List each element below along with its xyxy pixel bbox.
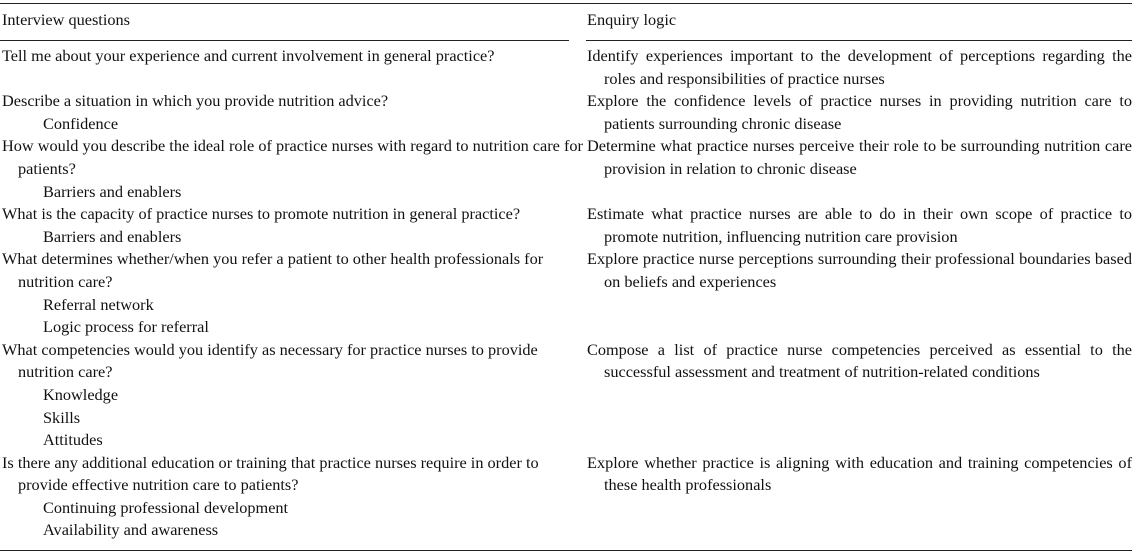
question-subitem: Logic process for referral (43, 317, 209, 337)
logic-cell (585, 90, 1132, 135)
question-cell (0, 248, 585, 338)
question-text: What determines whether/when you refer a patient to other health professionals for nutrition care? (2, 249, 544, 291)
question-subitem: Skills (43, 407, 81, 427)
question-cell (0, 339, 585, 452)
question-subitem: Knowledge (43, 384, 119, 404)
logic-cell (585, 339, 1132, 452)
question-subitem: Attitudes (43, 430, 103, 450)
header-interview-questions: Interview questions (2, 10, 130, 29)
header-rule-left (0, 40, 569, 41)
question-text: Tell me about your experience and current involvement in general practice? (2, 46, 495, 65)
question-text: What is the capacity of practice nurses to promote nutrition in general practice? (2, 204, 521, 224)
logic-text: Estimate what practice nurses are able to do in their own scope of practice to promote nutrition, influencing nutrition care provision (587, 204, 1132, 246)
question-cell (0, 203, 585, 248)
logic-text: Compose a list of practice nurse competencies perceived as essential to the successful assessment and treatment of nutrition-related conditions (587, 339, 1132, 382)
logic-cell (585, 203, 1132, 248)
logic-cell (585, 135, 1132, 203)
logic-cell (585, 45, 1132, 90)
question-cell (0, 452, 585, 542)
question-subitem: Continuing professional development (43, 497, 289, 517)
table-body (0, 45, 1132, 542)
question-text: Is there any additional education or training that practice nurses require in order to provide effective nutrition care to patients? (2, 452, 539, 495)
table-row (0, 452, 1132, 542)
table-row (0, 248, 1132, 338)
question-subitem: Availability and awareness (43, 520, 219, 540)
header-enquiry-logic: Enquiry logic (587, 10, 677, 29)
table-row (0, 45, 1132, 90)
question-subitem: Barriers and enablers (43, 226, 182, 246)
table-row (0, 90, 1132, 135)
header-rule-right (586, 40, 1132, 41)
question-subitem: Barriers and enablers (43, 181, 182, 201)
table-row (0, 203, 1132, 248)
logic-text: Explore the confidence levels of practice nurses in providing nutrition care to patients surrounding chronic disease (587, 91, 1132, 133)
question-subitem: Referral network (43, 294, 154, 314)
table-top-rule (0, 3, 1132, 4)
question-cell (0, 45, 585, 90)
logic-cell (585, 248, 1132, 338)
logic-text: Explore practice nurse perceptions surrounding their professional boundaries based on beliefs and experiences (587, 249, 1132, 291)
logic-text: Identify experiences important to the development of perceptions regarding the roles and responsibilities of practice nurses (587, 46, 1132, 88)
question-cell (0, 135, 585, 203)
question-text: Describe a situation in which you provide nutrition advice? (2, 91, 389, 111)
logic-text: Explore whether practice is aligning with education and training competencies of these health professionals (587, 452, 1132, 495)
question-subitem: Confidence (43, 113, 119, 133)
table-row (0, 135, 1132, 203)
logic-text: Determine what practice nurses perceive their role to be surrounding nutrition care provision in relation to chronic disease (587, 136, 1132, 178)
question-text: How would you describe the ideal role of practice nurses with regard to nutrition care for patients? (2, 136, 583, 178)
question-text: What competencies would you identify as necessary for practice nurses to provide nutrition care? (2, 339, 538, 382)
logic-cell (585, 452, 1132, 542)
table-bottom-rule (0, 550, 1132, 551)
table-row (0, 339, 1132, 452)
question-cell (0, 90, 585, 135)
